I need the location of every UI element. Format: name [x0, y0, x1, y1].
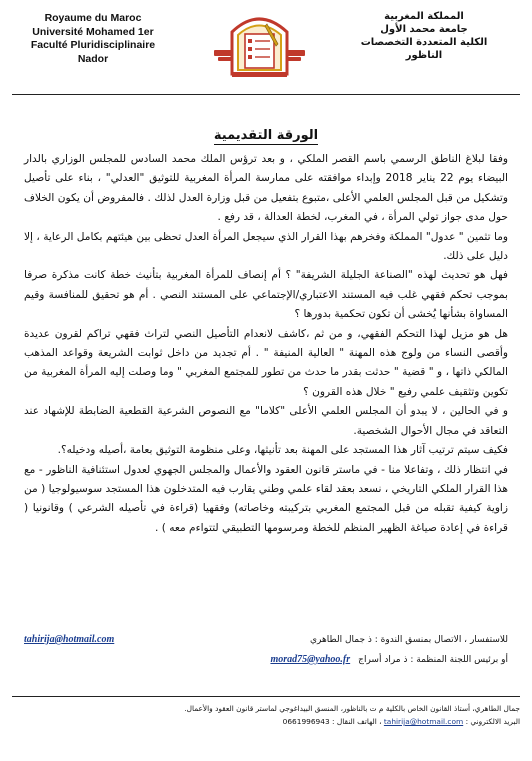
- header-divider: [12, 94, 520, 95]
- document-title: [0, 128, 532, 143]
- contact-committee-label: أو برئيس اللجنة المنظمة : ذ مراد أسراج: [358, 655, 508, 665]
- paragraph-1: وفقا لبلاغ الناطق الرسمي باسم القصر الملكي ، و بعد ترؤس الملك محمد السادس للمجلس الوزاري بالدار البيضاء يوم 22 يناير 2018 وإبداء موافقته على ممارسة المرأة المغربية للتوثيق "العدلي" ، بناء على تأصيل وتشكيل من قبل المجلس العلمي الأعلى ،متبوع بتفعيل من قبل وزارة العدل لذلك . فالمفروض أن يكون الخلاف حول مدى جواز تولي المرأة ، في المغرب، لخطة العدالة ، قد رفع .: [24, 153, 508, 224]
- header-ar-line4: الناظور: [405, 50, 443, 61]
- paragraph-7: في انتظار ذلك ، وتفاعلا منا - في ماستر قانون العقود والأعمال والمجلس الجهوي لعدول استئنافية الناظور - مع هذا القرار الملكي التاريخي ، نسعد بعقد لقاء علمي وطني يقارب فيه المتدخلون هذا المستجد سوسيولوجيا ( من زاوية كيفية تقبله من قبل المجتمع المغربي بتركيبته وخاصاته) وفقهيا (قراءة في تأصيله الشرعي ) وقانونيا ( قراءة في إعادة صياغة الظهير المنظم للخطة ومرسومها التطبيقي لتتواءم معه ) .: [23, 463, 508, 534]
- committee-email-link[interactable]: morad75@yahoo.fr: [270, 654, 351, 665]
- university-logo-icon: [212, 4, 307, 82]
- header-fr-line3: Faculté Pluridisciplinaire: [30, 39, 156, 51]
- footer-line2: [12, 715, 520, 728]
- footer-email-label: البريد الالكتروني :: [465, 717, 520, 726]
- document-title-text: الورقة التقديمية: [213, 128, 319, 143]
- header-fr-line4: Nador: [77, 52, 109, 65]
- paragraph-3: فهل هو تحديث لهذه "الصناعة الجليلة الشريفة" ؟ أم إنصاف للمرأة المغربية بتأنيث خطة كانت مذكرة صرفا بموجب تحكم فقهي غلب فيه المستند الاعتباري/الإجتماعي على المستند النصي . أم هو تحقيق للمنافسة وقيم المساواة بشأنها يُخشى أن تكون تحكمية بدورها ؟: [24, 269, 508, 321]
- contact-section: [24, 630, 508, 670]
- footer-phone-label: ، الهاتف النقال :: [332, 717, 382, 726]
- paragraph-5: و في الحالين ، لا يبدو أن المجلس العلمي الأعلى "كلاما" مع النصوص الشرعية القطعية الضابطة للإشهاد عند التعاقد في مجال الأحوال الشخصية.: [24, 405, 508, 437]
- footer-divider: [12, 696, 520, 697]
- header-french: [18, 12, 168, 66]
- coordinator-email-link[interactable]: tahirija@hotmail.com: [24, 634, 115, 645]
- footer-phone: 0661996943: [282, 717, 330, 726]
- header-arabic: [334, 10, 514, 62]
- footer-email-link[interactable]: tahirija@hotmail.com: [383, 717, 464, 726]
- paragraph-2: وما تثمين " عدول" المملكة وفخرهم بهذا القرار الذي سيجعل المرأة العدل تحظى بين هيئتهم بكامل الرعاية ، إلا دليل على ذلك.: [24, 230, 508, 263]
- footer-line1: جمال الطاهري، أستاذ القانون الخاص بالكلية م ت بالناظور، المنسق البيداغوجي لماستر قانون العقود والأعمال.: [184, 704, 520, 713]
- header-ar-line3: الكلية المتعددة التخصصات: [360, 37, 488, 48]
- header-fr-line2: Université Mohamed 1er: [32, 25, 154, 38]
- contact-coordinator-label: للاستفسار ، الاتصال بمنسق الندوة : ذ جمال الطاهري: [310, 635, 508, 645]
- header-ar-line1: المملكة المغربية: [384, 11, 464, 22]
- page-footer: [12, 702, 520, 728]
- paragraph-6: فكيف سيتم ترتيب آثار هذا المستجد على المهنة بعد تأنيثها، وعلى منظومة التوثيق بعامة ،أصيله ودخيله؟.: [57, 444, 508, 457]
- header-fr-line1: Royaume du Maroc: [44, 12, 142, 24]
- document-body: [24, 150, 508, 538]
- contact-committee: [24, 650, 508, 670]
- paragraph-4: هل هو مزيل لهذا التحكم الفقهي، و من ثم ،كاشف لانعدام التأصيل النصي لتراث فقهي تراكم لقرون عديدة وأقصى النساء من ولوج هذه المهنة " العالية المنيفة " . أم تجديد من داخل ثوابت الشريعة وقواعد المذهب المالكي ذاتها ، و " قضية " حدثت بقدر ما حدث من تطور للمجتمع المغربي " وما وصلت إليه المرأة المغربية من تكوين وتثقيف علمي رفيع " خلال هذه القرون ؟: [24, 327, 508, 398]
- contact-coordinator: [24, 630, 508, 650]
- header-ar-line2: جامعة محمد الأول: [380, 24, 468, 35]
